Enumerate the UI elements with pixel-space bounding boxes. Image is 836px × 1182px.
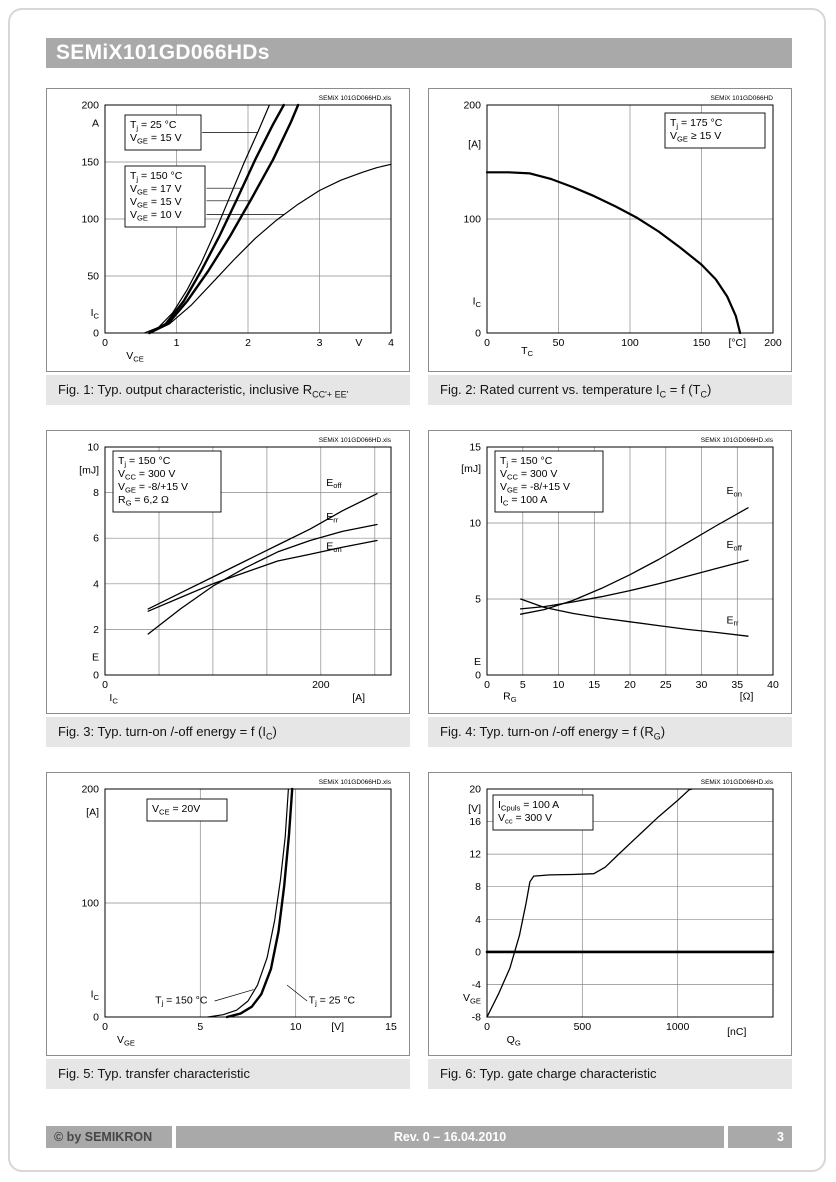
svg-text:5: 5 [197,1021,204,1033]
svg-text:VGE = -8/+15 V: $V_{GE} = -8/+15$ V [118,481,188,495]
figure-caption-fig6: Fig. 6: Typ. gate charge characteristic [428,1059,792,1089]
x-axis-labels [102,679,365,705]
curves [521,508,748,636]
svg-text:IC = 100 A: $I_C = 100$ A [500,494,548,508]
svg-text:VGE = 10 V: $V_{GE} = 10$ V [130,209,182,223]
svg-text:VCE = 20V: $V_{CE} = 20V$ [152,803,201,817]
file-label [319,779,392,786]
chart-canvas-fig6 [429,773,791,1055]
svg-text:150: 150 [692,337,711,349]
svg-text:5: 5 [475,593,481,606]
y-axis-labels [463,100,481,340]
curve-labels [727,485,743,628]
figure-caption-fig1: Fig. 1: Typ. output characteristic, inclusive $R_{CC'+ EE'}$ [46,375,410,405]
svg-text:20: 20 [469,783,481,796]
svg-text:QG: $Q_G$ [506,1034,521,1048]
file-label [701,779,774,786]
svg-text:Eon: $E_{on}$ [326,540,342,554]
figure-fig5 [46,772,410,1089]
svg-text:VGE ≥ 15 V: $V_{GE} \ge 15$ V [670,130,722,144]
svg-text:VCC = 300 V: $V_{CC} = 300$ V [500,468,558,482]
svg-text:500: 500 [573,1021,592,1033]
leader-lines [202,132,284,214]
svg-text:Err: $E_{rr}$ [726,614,739,628]
chart-box-fig1 [46,88,410,372]
svg-text:50: 50 [552,337,565,349]
legend [125,115,205,227]
svg-text:[nC]: [nC] [727,1026,747,1039]
figure-fig1 [46,88,410,405]
figure-caption-fig3: Fig. 3: Typ. turn-on /-off energy = f $(I_C)$ [46,717,410,747]
svg-text:[°C]: [°C] [728,337,747,349]
file-label [711,95,774,102]
svg-text:8: 8 [475,881,481,894]
svg-text:100: 100 [81,213,99,226]
footer-page-number: 3 [728,1126,792,1148]
svg-text:E: E [473,655,481,668]
svg-text:1000: 1000 [665,1021,690,1033]
svg-text:20: 20 [624,679,636,691]
svg-text:VCE: $V_{CE}$ [126,350,144,364]
svg-text:10: 10 [87,441,99,454]
y-axis-labels [81,784,99,1024]
file-label [701,437,774,444]
svg-text:6: 6 [93,532,99,545]
svg-text:4: 4 [93,578,99,591]
svg-text:0: 0 [102,337,108,349]
svg-text:25: 25 [659,679,672,691]
svg-text:200: 200 [81,783,99,796]
svg-text:Tj = 150 °C: $T_j = 150$ °C [130,170,183,184]
svg-text:VGE = -8/+15 V: $V_{GE} = -8/+15$ V [500,481,570,495]
svg-text:2: 2 [245,337,251,349]
svg-text:Eoff: $E_{off}$ [326,476,342,491]
figure-fig6 [428,772,792,1089]
chart-box-fig5 [46,772,410,1056]
svg-text:[A]: [A] [468,138,481,151]
svg-text:-8: -8 [471,1011,481,1024]
svg-text:SEMiX 101GD066HD.xls: SEMiX 101GD066HD.xls [318,779,391,786]
svg-text:[V]: [V] [468,803,481,816]
figure-caption-fig5: Fig. 5: Typ. transfer characteristic [46,1059,410,1089]
svg-text:Tj = 175 °C: $T_j = 175$ °C [670,117,723,131]
curves [487,172,740,333]
svg-text:100: 100 [463,213,481,226]
svg-text:200: 200 [81,99,99,112]
svg-text:IC: $I_C$ [90,306,99,321]
file-label [319,95,392,102]
svg-text:10: 10 [289,1021,302,1033]
svg-text:[V]: [V] [331,1021,345,1033]
svg-text:ICpuls = 100 A: $I_{Cpuls} = 100$ A [498,799,560,813]
chart-canvas-fig1 [47,89,409,371]
svg-text:0: 0 [102,679,108,691]
svg-text:E: E [91,651,99,664]
svg-text:200: 200 [463,99,481,112]
svg-text:Err: $E_{rr}$ [326,510,339,525]
svg-text:50: 50 [87,270,99,283]
chart-box-fig6 [428,772,792,1056]
svg-text:4: 4 [388,337,394,349]
legend [113,451,221,512]
page-header [46,38,792,68]
svg-text:0: 0 [484,1021,490,1033]
chart-canvas-fig3 [47,431,409,713]
svg-text:15: 15 [385,1021,397,1033]
grid-lines [105,789,391,1017]
svg-text:Tj = 25 °C: $T_j = 25$ °C [308,994,356,1008]
svg-text:SEMiX 101GD066HD: SEMiX 101GD066HD [710,95,773,102]
svg-text:Tj = 150 °C: $T_j = 150$ °C [155,994,208,1008]
svg-text:0: 0 [475,946,481,959]
svg-text:V: V [355,337,363,349]
svg-text:0: 0 [475,669,481,682]
chart-box-fig3 [46,430,410,714]
svg-text:16: 16 [469,816,481,829]
svg-text:Eon: $E_{on}$ [726,485,742,499]
figures-grid [46,88,792,1100]
svg-text:8: 8 [93,487,99,500]
footer-copyright: © by SEMIKRON [46,1126,172,1148]
x-axis-labels [102,337,394,363]
svg-text:IC: $I_C$ [109,692,118,706]
legend [147,799,227,821]
svg-text:SEMiX 101GD066HD.xls: SEMiX 101GD066HD.xls [700,437,773,444]
page-title: SEMiX101GD066HDs [56,41,270,64]
curves [148,494,377,634]
svg-text:2: 2 [93,623,99,636]
legend [493,795,593,830]
svg-text:SEMiX 101GD066HD.xls: SEMiX 101GD066HD.xls [318,95,391,102]
figure-caption-fig2: Fig. 2: Rated current vs. temperature $I_C = f$ $(T_C)$ [428,375,792,405]
svg-text:VGE = 15 V: $V_{GE} = 15$ V [130,132,182,146]
figure-fig3 [46,430,410,747]
svg-text:VGE: $V_{GE}$ [463,991,481,1006]
svg-text:[Ω]: [Ω] [739,690,754,703]
legend [495,451,603,512]
svg-text:10: 10 [469,517,481,530]
svg-text:0: 0 [484,679,490,691]
page-footer [46,1126,792,1148]
figure-fig4 [428,430,792,747]
x-axis-labels [484,337,782,358]
svg-text:-4: -4 [471,978,481,991]
svg-text:RG: $R_G$ [503,690,517,704]
x-axis-labels [484,679,779,704]
svg-text:VCC = 300 V: $V_{CC} = 300$ V [118,468,176,482]
svg-text:[A]: [A] [352,692,366,704]
svg-text:200: 200 [764,337,782,349]
svg-text:Vcc = 300 V: $V_{cc} = 300$ V [498,812,553,826]
svg-text:VGE = 17 V: $V_{GE} = 17$ V [130,183,182,197]
y-axis-labels [81,100,99,340]
figure-fig2 [428,88,792,405]
footer-revision: Rev. 0 – 16.04.2010 [176,1126,724,1148]
svg-text:VGE = 15 V: $V_{GE} = 15$ V [130,196,182,210]
svg-text:40: 40 [767,679,779,691]
svg-text:VGE: $V_{GE}$ [116,1034,135,1048]
legend [665,113,765,148]
svg-text:TC: $T_C$ [521,344,533,359]
svg-text:12: 12 [469,848,481,861]
svg-text:Tj = 150 °C: $T_j = 150$ °C [500,455,553,469]
svg-text:RG = 6,2 Ω: $R_G = 6,2$ Ω [118,494,169,508]
svg-text:15: 15 [469,441,481,454]
svg-text:0: 0 [484,337,490,349]
svg-text:15: 15 [588,679,601,691]
svg-text:30: 30 [695,679,708,691]
svg-text:Eoff: $E_{off}$ [726,539,742,553]
svg-text:35: 35 [731,679,744,691]
svg-text:A: A [91,117,99,130]
chart-canvas-fig5 [47,773,409,1055]
svg-text:Tj = 25 °C: $T_j = 25$ °C [130,119,177,133]
chart-box-fig2 [428,88,792,372]
svg-text:150: 150 [81,156,99,169]
svg-text:1: 1 [173,337,180,349]
y-axis-labels [79,442,99,682]
chart-canvas-fig2 [429,89,791,371]
svg-text:0: 0 [102,1021,108,1033]
y-axis-labels [461,442,481,682]
svg-text:SEMiX 101GD066HD.xls: SEMiX 101GD066HD.xls [700,779,773,786]
svg-text:[mJ]: [mJ] [79,464,99,477]
svg-text:SEMiX 101GD066HD.xls: SEMiX 101GD066HD.xls [318,437,391,444]
svg-text:4: 4 [475,913,481,926]
svg-text:0: 0 [93,327,99,340]
svg-text:[mJ]: [mJ] [461,462,481,475]
svg-text:10: 10 [552,679,565,691]
file-label [319,437,392,444]
y-axis-labels [463,784,481,1024]
svg-text:IC: $I_C$ [90,988,99,1002]
figure-caption-fig4: Fig. 4: Typ. turn-on /-off energy = f $(R_G)$ [428,717,792,747]
svg-text:100: 100 [81,897,99,910]
x-axis-labels [102,1021,397,1047]
curve-labels [326,477,342,554]
svg-text:5: 5 [519,679,526,691]
svg-text:IC: $I_C$ [472,295,481,309]
chart-canvas-fig4 [429,431,791,713]
svg-text:100: 100 [621,337,639,349]
chart-box-fig4 [428,430,792,714]
x-axis-labels [484,1021,746,1047]
svg-text:200: 200 [312,679,330,691]
svg-text:[A]: [A] [86,806,99,819]
svg-text:3: 3 [316,337,323,349]
svg-text:0: 0 [93,669,99,682]
svg-text:Tj = 150 °C: $T_j = 150$ °C [118,455,171,469]
svg-text:0: 0 [475,327,481,340]
svg-text:0: 0 [93,1011,99,1024]
